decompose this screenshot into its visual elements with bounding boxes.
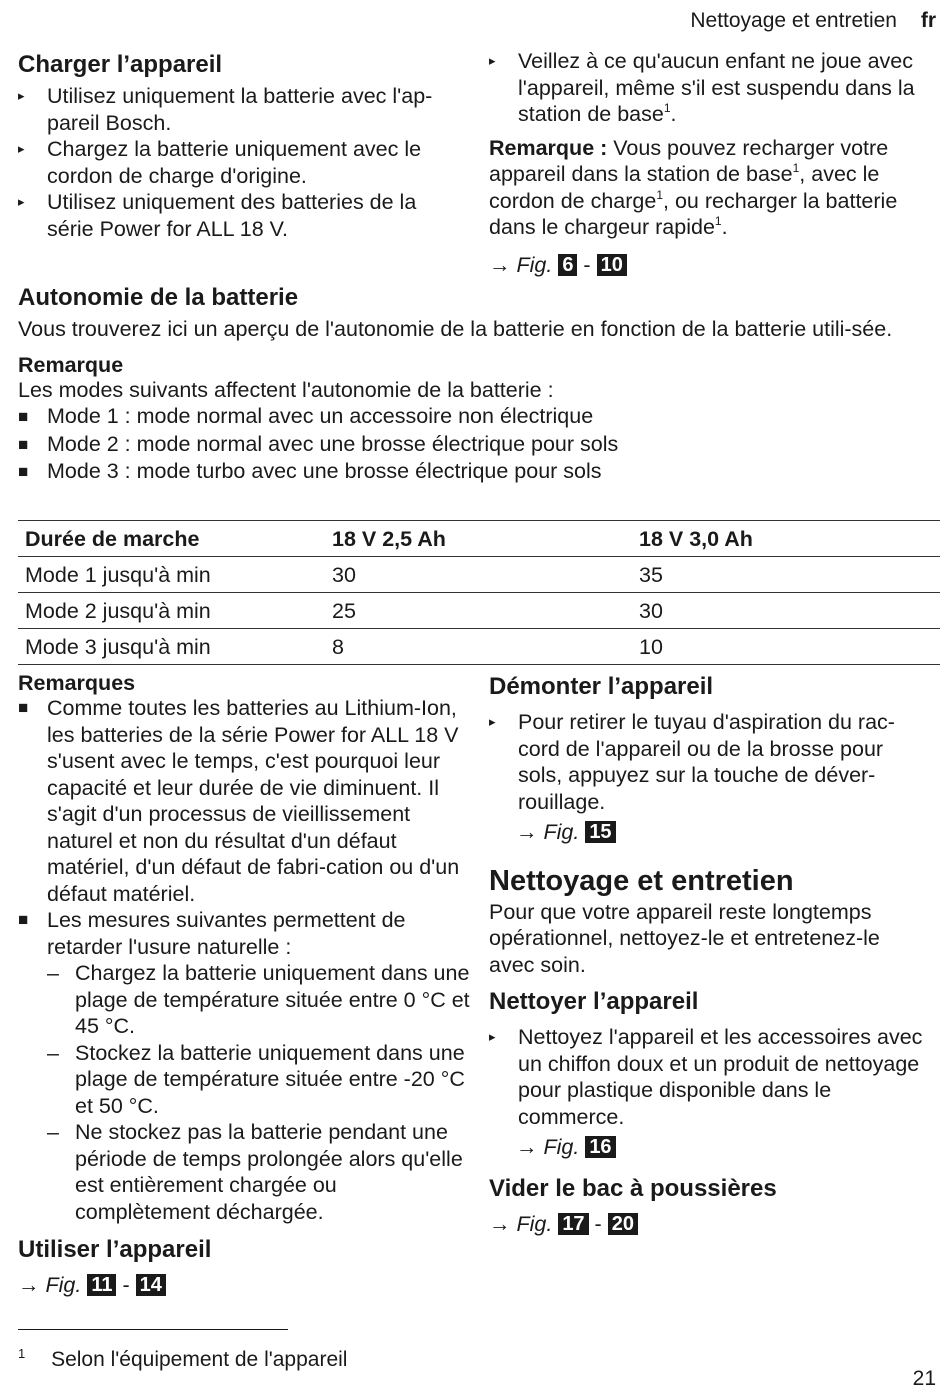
remark-text-3: , ou recharger la batterie dans le chargeur rapide [489, 188, 898, 239]
triangle-icon: ▸ [489, 1029, 496, 1044]
column-header: 18 V 2,5 Ah [332, 527, 446, 552]
list-item [18, 189, 468, 242]
autonomie-intro: Vous trouverez ici un aperçu de l'autonomie de la batterie en fonction de la batterie utili-sée. [18, 317, 893, 341]
figure-reference [489, 1134, 929, 1161]
range-separator: - [122, 1273, 130, 1297]
fig-label: Fig. [45, 1273, 82, 1297]
remark-label: Remarque : [489, 135, 608, 160]
sub-list-item [18, 960, 470, 1040]
table-row [18, 629, 940, 665]
utiliser-title: Utiliser l’appareil [18, 1236, 212, 1263]
header-lang: fr [920, 9, 936, 32]
table-header-row [18, 521, 940, 557]
range-separator: - [583, 252, 591, 277]
figure-number: 15 [585, 821, 615, 843]
list-item [18, 83, 468, 136]
footnote-ref: 1 [656, 187, 664, 202]
figure-number: 10 [597, 254, 627, 276]
sub-list-item-text: Ne stockez pas la batterie pendant une période de temps prolongée alors qu'elle est entièrement chargée ou complètement déchargée. [75, 1120, 463, 1224]
footnote-ref: 1 [792, 161, 800, 175]
fig-label: Fig. [516, 1211, 553, 1236]
fig-label: Fig. [543, 1135, 580, 1159]
list-item-text: Chargez la batterie uniquement avec le cordon de charge d'origine. [47, 137, 422, 188]
triangle-icon: ▸ [18, 88, 25, 103]
figure-reference [489, 252, 934, 279]
sub-list-item [18, 1040, 470, 1120]
square-bullet-icon: ■ [18, 698, 29, 717]
remark-intro: Les modes suivants affectent l'autonomie de la batterie : [18, 377, 554, 402]
figure-reference [18, 1272, 470, 1299]
charger-section [18, 50, 468, 242]
charger-title: Charger l’appareil [18, 51, 223, 78]
remarques-section [18, 671, 470, 1225]
figure-reference [489, 1211, 929, 1238]
nettoyage-title: Nettoyage et entretien [489, 864, 794, 897]
table-cell: 30 [332, 563, 356, 588]
header-section: Nettoyage et entretien [690, 9, 897, 32]
right-top-section [489, 48, 934, 278]
right-bottom-column [489, 672, 929, 1237]
fig-label: Fig. [516, 252, 553, 277]
list-item-text: Mode 1 : mode normal avec un accessoire non électrique [47, 404, 594, 428]
page-header [690, 8, 936, 35]
list-item [18, 431, 940, 459]
list-item-text: Mode 3 : mode turbo avec une brosse électrique pour sols [47, 459, 602, 483]
column-header: 18 V 3,0 Ah [639, 527, 753, 552]
list-item [18, 695, 470, 907]
table-cell: 10 [639, 635, 663, 660]
list-item: ▸ Veillez à ce qu'aucun enfant ne joue avec l'appareil, même s'il est suspendu dans la station de base$^1$. [489, 49, 915, 126]
nettoyer-title: Nettoyer l’appareil [489, 988, 699, 1015]
table-cell: 30 [639, 599, 663, 624]
table-cell: 35 [639, 563, 663, 588]
list-item-text: Veillez à ce qu'aucun enfant ne joue avec l'appareil, même s'il est suspendu dans la station de base [518, 49, 915, 126]
remark-text-1: Vous pouvez recharger votre appareil dans la station de base [489, 135, 889, 186]
table-row [18, 557, 940, 593]
arrow-icon: → [489, 252, 511, 277]
range-separator: - [594, 1211, 602, 1236]
table-cell: Mode 1 jusqu'à min [25, 563, 211, 588]
arrow-icon: → [489, 1211, 511, 1236]
fig-label: Fig. [543, 820, 580, 844]
page-number: 21 [912, 1367, 936, 1390]
remark-text-2: , avec le cordon de charge [489, 162, 880, 213]
list-item [489, 709, 929, 815]
list-item [18, 458, 940, 486]
sub-list-item [18, 1119, 470, 1225]
footnote [18, 1341, 347, 1374]
demonter-title: Démonter l’appareil [489, 673, 714, 700]
footnote-ref: 1 [663, 101, 671, 115]
footnote-mark: 1 [18, 1346, 26, 1361]
footnote-divider [18, 1329, 288, 1330]
sub-list-item-text: Stockez la batterie uniquement dans une plage de température située entre -20 °C et 50 °C. [75, 1040, 465, 1118]
table-cell: 8 [332, 635, 344, 660]
footnote-ref: 1 [714, 214, 722, 228]
remark-label: Remarque [18, 352, 124, 377]
list-item [18, 403, 940, 431]
list-item-text: Mode 2 : mode normal avec une brosse électrique pour sols [47, 431, 619, 456]
list-item-text: Pour retirer le tuyau d'aspiration du rac-cord de l'appareil ou de la brosse pour sols, appuyez sur la touche de déver-rouillage. [518, 710, 895, 814]
footnote-text: Selon l'équipement de l'appareil [51, 1348, 348, 1371]
triangle-icon: ▸ [489, 53, 496, 68]
table-row [18, 593, 940, 629]
dash-bullet: – [47, 1120, 59, 1144]
figure-number: 14 [136, 1274, 166, 1296]
list-item-text: Utilisez uniquement la batterie avec l'ap-pareil Bosch. [47, 84, 433, 135]
autonomie-section [18, 283, 940, 486]
remarques-title: Remarques [18, 671, 136, 695]
remark-paragraph: Remarque : Vous pouvez recharger votre appareil dans la station de base$^1$, avec le cordon de charge$^1$, ou recharger la batterie dans le chargeur rapide$^1$. [489, 135, 898, 239]
arrow-icon: → [516, 820, 538, 844]
sub-list-item-text: Chargez la batterie uniquement dans une plage de température située entre 0 °C et 45 °C. [75, 961, 470, 1038]
square-bullet-icon: ■ [18, 434, 29, 454]
table-cell: Mode 3 jusqu'à min [25, 635, 211, 660]
column-header: Durée de marche [25, 527, 200, 552]
utiliser-section [18, 1235, 470, 1299]
autonomie-title: Autonomie de la batterie [18, 284, 299, 311]
list-item-text: Nettoyez l'appareil et les accessoires avec un chiffon doux et un produit de nettoyage pour plastique disponible dans le commerce. [518, 1025, 923, 1129]
figure-number: 17 [558, 1213, 588, 1235]
nettoyage-intro: Pour que votre appareil reste longtemps opérationnel, nettoyez-le et entretenez-le avec soin. [489, 899, 880, 977]
list-item [489, 1024, 929, 1130]
square-bullet-icon: ■ [18, 462, 29, 481]
figure-number: 20 [608, 1213, 638, 1235]
triangle-icon: ▸ [18, 141, 25, 156]
figure-number: 6 [558, 254, 577, 276]
square-bullet-icon: ■ [18, 407, 29, 426]
runtime-table-wrap [18, 520, 940, 665]
runtime-table [18, 520, 940, 665]
figure-number: 11 [87, 1274, 116, 1296]
triangle-icon: ▸ [489, 714, 496, 729]
vider-title: Vider le bac à poussières [489, 1174, 777, 1202]
figure-number: 16 [585, 1136, 615, 1158]
dash-bullet: – [47, 1040, 59, 1065]
list-item [18, 136, 468, 189]
square-bullet-icon: ■ [18, 910, 29, 929]
triangle-icon: ▸ [18, 194, 25, 209]
table-cell: 25 [332, 599, 356, 624]
list-item-text: Utilisez uniquement des batteries de la série Power for ALL 18 V. [47, 190, 417, 241]
table-cell: Mode 2 jusqu'à min [25, 599, 211, 624]
arrow-icon: → [516, 1135, 538, 1159]
dash-bullet: – [47, 961, 59, 985]
arrow-icon: → [18, 1273, 40, 1297]
figure-reference [489, 819, 929, 846]
list-item-text: Les mesures suivantes permettent de retarder l'usure naturelle : [47, 908, 406, 959]
list-item [18, 907, 470, 960]
list-item-text: Comme toutes les batteries au Lithium-Ion, les batteries de la série Power for ALL 18 V s'usent avec le temps, c'est pourquoi leur capacité et leur durée de vie diminuent. Il s'agit d'un processus de vieillissement naturel et non du résultat d'un défaut matériel, d'un défaut de fabri-cation ou d'un défaut matériel. [47, 696, 460, 906]
